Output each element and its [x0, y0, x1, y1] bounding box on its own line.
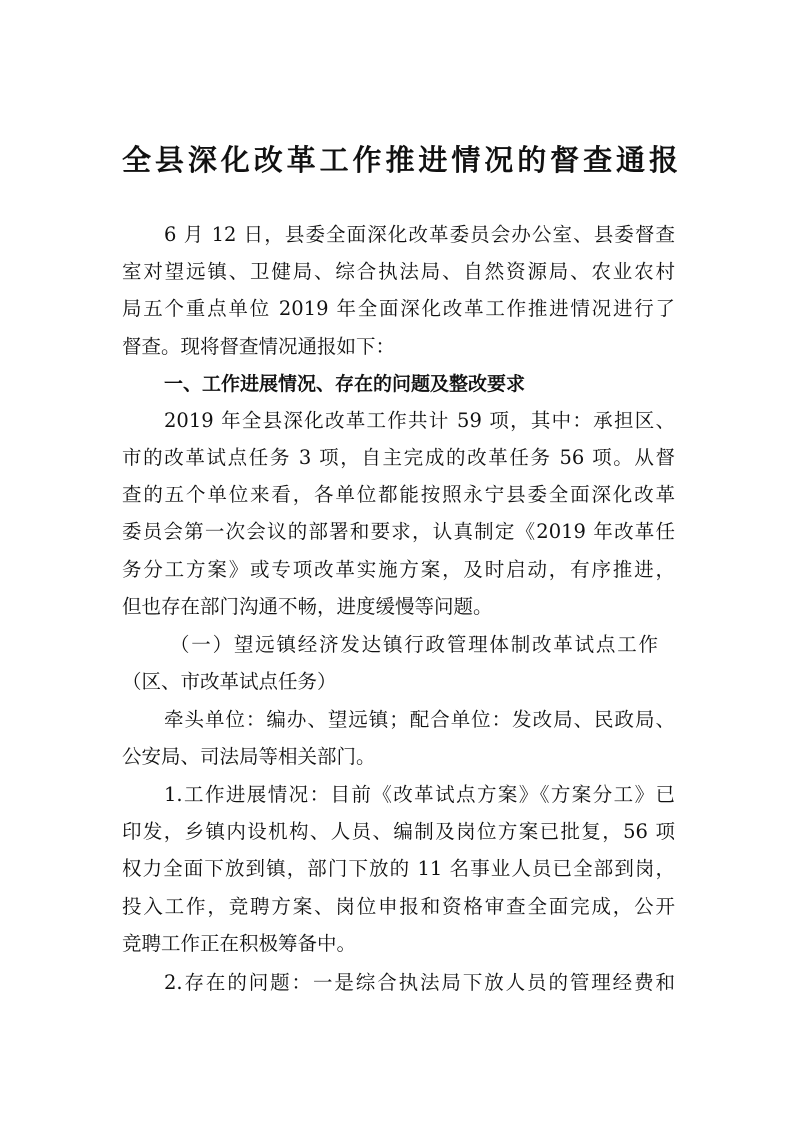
text-line: 室对望远镇、卫健局、综合执法局、自然资源局、农业农村	[122, 260, 675, 283]
text-line: 但也存在部门沟通不畅，进度缓慢等问题。	[122, 595, 493, 618]
document-title: 全县深化改革工作推进情况的督查通报	[122, 143, 678, 177]
text-line: 1.工作进展情况：目前《改革试点方案》《方案分工》已	[164, 783, 675, 806]
text-line: 牵头单位：编办、望远镇；配合单位：发改局、民政局、	[164, 708, 675, 731]
text-line: 市的改革试点任务 3 项，自主完成的改革任务 56 项。从督	[122, 446, 675, 469]
text-line: 督查。现将督查情况通报如下：	[122, 335, 396, 358]
text-line: 2.存在的问题：一是综合执法局下放人员的管理经费和	[164, 971, 675, 994]
text-line: 印发，乡镇内设机构、人员、编制及岗位方案已批复，56 项	[122, 820, 675, 843]
text-line: 公安局、司法局等相关部门。	[122, 745, 376, 768]
text-line: 竞聘工作正在积极筹备中。	[122, 932, 357, 955]
text-line: 权力全面下放到镇，部门下放的 11 名事业人员已全部到岗，	[122, 857, 675, 880]
text-line: （区、市改革试点任务）	[122, 670, 337, 693]
text-line: （一）望远镇经济发达镇行政管理体制改革试点工作	[170, 633, 658, 656]
section-heading: 一、工作进展情况、存在的问题及整改要求	[164, 373, 526, 395]
text-line: 委员会第一次会议的部署和要求，认真制定《2019 年改革任	[122, 520, 675, 543]
text-line: 投入工作，竞聘方案、岗位申报和资格审查全面完成，公开	[122, 895, 675, 918]
text-line: 局五个重点单位 2019 年全面深化改革工作推进情况进行了	[122, 297, 675, 320]
text-line: 2019 年全县深化改革工作共计 59 项，其中：承担区、	[164, 409, 675, 432]
text-line: 查的五个单位来看，各单位都能按照永宁县委全面深化改革	[122, 483, 675, 506]
text-line: 务分工方案》或专项改革实施方案，及时启动，有序推进，	[122, 558, 675, 581]
text-line: 6 月 12 日，县委全面深化改革委员会办公室、县委督查	[164, 223, 675, 246]
